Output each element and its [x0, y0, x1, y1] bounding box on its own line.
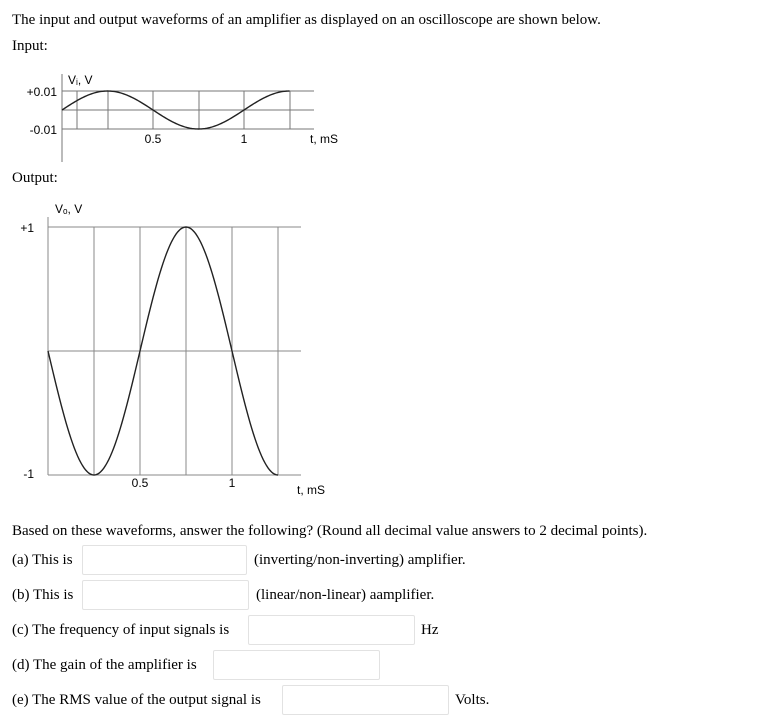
output-x-tick-half: 0.5 [131, 476, 149, 490]
question-b-prefix: (b) This is [12, 587, 74, 603]
answer-a-input[interactable] [82, 545, 247, 575]
input-waveform-chart [0, 66, 360, 166]
output-y-tick-pos: +1 [20, 221, 34, 235]
input-x-tick-half: 0.5 [144, 132, 162, 146]
question-a-prefix: (a) This is [12, 552, 73, 568]
input-grid [62, 74, 314, 162]
output-x-tick-one: 1 [228, 476, 236, 490]
question-text: Based on these waveforms, answer the following? (Round all decimal value answers to 2 decimal points). [12, 523, 648, 539]
question-c-suffix: Hz [421, 622, 439, 638]
output-y-tick-neg: -1 [23, 467, 34, 481]
output-label: Output: [12, 170, 58, 186]
intro-text: The input and output waveforms of an amplifier as displayed on an oscilloscope are shown below. [12, 12, 601, 28]
input-label: Input: [12, 38, 48, 54]
question-e-prefix: (e) The RMS value of the output signal is [12, 692, 261, 708]
answer-d-input[interactable] [213, 650, 380, 680]
input-x-tick-one: 1 [240, 132, 248, 146]
question-e-suffix: Volts. [455, 692, 490, 708]
input-x-axis-label: t, mS [309, 132, 339, 146]
question-c-prefix: (c) The frequency of input signals is [12, 622, 230, 638]
answer-b-input[interactable] [82, 580, 249, 610]
input-y-tick-neg: -0.01 [29, 123, 57, 137]
input-y-axis-label: Vᵢ, V [68, 73, 93, 87]
output-y-axis-label: Vₒ, V [55, 202, 83, 216]
question-b-suffix: (linear/non-linear) aamplifier. [256, 587, 435, 603]
output-waveform-chart [0, 195, 360, 500]
answer-e-input[interactable] [282, 685, 449, 715]
question-d-prefix: (d) The gain of the amplifier is [12, 657, 197, 673]
input-y-tick-pos: +0.01 [26, 85, 57, 99]
output-x-axis-label: t, mS [296, 483, 326, 497]
output-grid [48, 217, 301, 475]
answer-c-input[interactable] [248, 615, 415, 645]
question-a-suffix: (inverting/non-inverting) amplifier. [254, 552, 466, 568]
